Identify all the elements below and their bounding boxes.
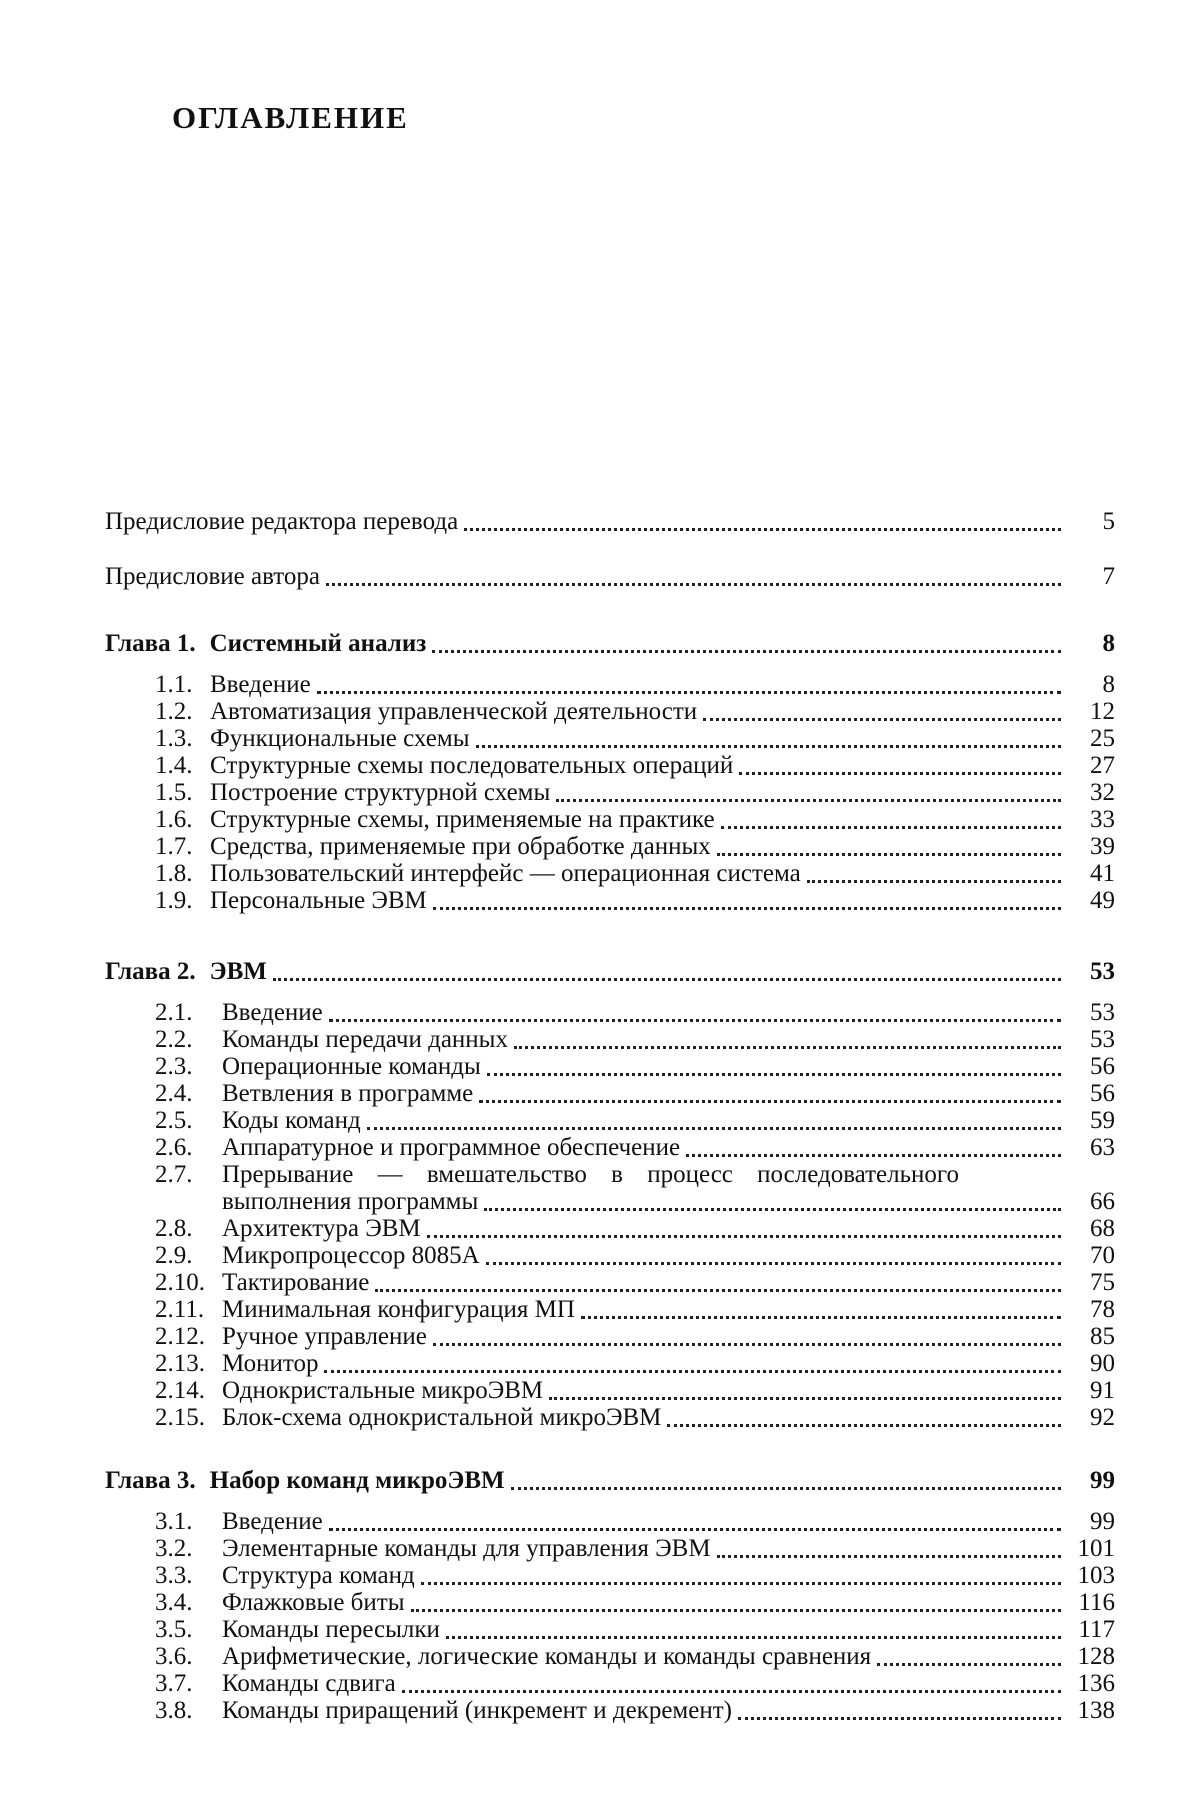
toc-section (222, 1404, 1115, 1432)
dot-leader (411, 1609, 1062, 1612)
section-page: 85 (1090, 1323, 1115, 1350)
section-number: 3.5. (155, 1616, 193, 1643)
dot-leader (317, 691, 1061, 694)
dot-leader (556, 799, 1061, 802)
section-title: Команды приращений (инкремент и декремент) (222, 1697, 732, 1724)
section-title: Ветвления в программе (222, 1080, 474, 1107)
dot-leader (464, 528, 1061, 531)
toc-section (222, 999, 1115, 1027)
toc-section (210, 860, 1115, 888)
dot-leader (721, 826, 1061, 829)
section-number: 1.1. (155, 671, 193, 698)
dot-leader (273, 978, 1061, 981)
dot-leader (686, 1154, 1061, 1157)
dot-leader (326, 583, 1061, 586)
toc-section (222, 1562, 1115, 1590)
page-title: ОГЛАВЛЕНИЕ (172, 100, 409, 135)
section-page: 39 (1090, 833, 1115, 860)
section-page: 99 (1090, 1508, 1115, 1535)
section-title: Структурные схемы, применяемые на практике (210, 806, 715, 833)
chapter-page: 99 (1090, 1467, 1115, 1494)
toc-section (222, 1589, 1115, 1617)
dot-leader (739, 772, 1061, 775)
section-title: Автоматизация управленческой деятельности (210, 698, 698, 725)
section-page: 56 (1090, 1080, 1115, 1107)
section-title: Архитектура ЭВМ (222, 1215, 421, 1242)
dot-leader (703, 718, 1061, 721)
section-title: Команды пересылки (222, 1616, 440, 1643)
toc-section (222, 1377, 1115, 1405)
toc-section (210, 833, 1115, 861)
toc-section (222, 1080, 1115, 1108)
section-page: 49 (1090, 887, 1115, 914)
section-page: 27 (1090, 752, 1115, 779)
dot-leader (433, 907, 1061, 910)
section-number: 1.5. (155, 779, 193, 806)
section-number: 1.9. (155, 887, 193, 914)
dot-leader (487, 1073, 1061, 1076)
dot-leader (486, 1262, 1061, 1265)
section-title: Введение (222, 1508, 323, 1535)
toc-section (222, 1670, 1115, 1698)
section-title: Арифметические, логические команды и команды сравнения (222, 1643, 872, 1670)
toc-chapter (105, 958, 1115, 986)
toc-entry-page: 7 (1102, 563, 1115, 590)
section-number: 2.6. (155, 1134, 193, 1161)
section-number: 3.7. (155, 1670, 193, 1697)
dot-leader (581, 1316, 1061, 1319)
section-number: 2.12. (155, 1323, 205, 1350)
chapter-title: Набор команд микроЭВМ (209, 1467, 505, 1494)
section-title: Введение (210, 671, 311, 698)
section-page: 32 (1090, 779, 1115, 806)
section-title: Ручное управление (222, 1323, 427, 1350)
section-title: Коды команд (222, 1107, 361, 1134)
toc-section (222, 1643, 1115, 1671)
dot-leader (484, 1208, 1061, 1211)
section-title-continued: выполнения программы (222, 1188, 479, 1215)
section-page: 25 (1090, 725, 1115, 752)
section-title: Монитор (222, 1350, 319, 1377)
section-page: 53 (1090, 999, 1115, 1026)
toc-entry-title: Предисловие автора (105, 563, 320, 590)
section-title: Средства, применяемые при обработке данных (210, 833, 711, 860)
section-number: 2.11. (155, 1296, 205, 1323)
toc-section (222, 1188, 1115, 1216)
section-page: 92 (1090, 1404, 1115, 1431)
section-number: 2.9. (155, 1242, 193, 1269)
dot-leader (514, 1046, 1061, 1049)
section-title: Команды сдвига (222, 1670, 396, 1697)
section-number: 3.3. (155, 1562, 193, 1589)
section-title: Команды передачи данных (222, 1026, 508, 1053)
toc-entry-front (105, 508, 1115, 536)
dot-leader (402, 1690, 1061, 1693)
dot-leader (329, 1019, 1061, 1022)
dot-leader (738, 1717, 1061, 1720)
section-number: 3.1. (155, 1508, 193, 1535)
section-page: 128 (1077, 1643, 1115, 1670)
section-page: 68 (1090, 1215, 1115, 1242)
chapter-title: ЭВМ (209, 958, 267, 985)
section-number: 2.15. (155, 1404, 205, 1431)
dot-leader (476, 745, 1062, 748)
chapter-label: Глава 1. (105, 630, 196, 657)
toc-section (222, 1697, 1115, 1725)
toc-section (210, 698, 1115, 726)
section-title: Структурные схемы последовательных операций (210, 752, 734, 779)
section-page: 8 (1102, 671, 1115, 698)
section-number: 3.2. (155, 1535, 193, 1562)
toc-section (210, 725, 1115, 753)
toc-chapter (105, 630, 1115, 658)
toc-section (210, 887, 1115, 915)
section-title: Введение (222, 999, 323, 1026)
toc-entry-title: Предисловие редактора перевода (105, 508, 459, 535)
section-page: 33 (1090, 806, 1115, 833)
dot-leader (446, 1636, 1061, 1639)
section-page: 117 (1078, 1616, 1115, 1643)
section-number: 2.5. (155, 1107, 193, 1134)
section-title: Пользовательский интерфейс — операционная система (210, 860, 801, 887)
section-page: 78 (1090, 1296, 1115, 1323)
section-number: 1.7. (155, 833, 193, 860)
toc-section (222, 1242, 1115, 1270)
dot-leader (421, 1582, 1061, 1585)
section-title: Флажковые биты (222, 1589, 405, 1616)
section-page: 116 (1078, 1589, 1115, 1616)
toc-section (222, 1107, 1115, 1135)
section-number: 1.3. (155, 725, 193, 752)
section-title: Блок-схема однокристальной микроЭВМ (222, 1404, 662, 1431)
section-title: Элементарные команды для управления ЭВМ (222, 1535, 711, 1562)
section-number: 2.8. (155, 1215, 193, 1242)
toc-section (210, 671, 1115, 699)
chapter-title: Системный анализ (209, 630, 427, 657)
toc-chapter (105, 1467, 1115, 1495)
section-number: 1.4. (155, 752, 193, 779)
dot-leader (329, 1528, 1061, 1531)
section-title: Персональные ЭВМ (210, 887, 427, 914)
section-number: 2.4. (155, 1080, 193, 1107)
dot-leader (375, 1289, 1061, 1292)
section-title: Структура команд (222, 1562, 415, 1589)
dot-leader (717, 853, 1061, 856)
section-title: Однокристальные микроЭВМ (222, 1377, 544, 1404)
section-number: 2.14. (155, 1377, 205, 1404)
toc-section (222, 1134, 1115, 1162)
toc-entry-page: 5 (1102, 508, 1115, 535)
dot-leader (427, 1235, 1061, 1238)
section-page: 103 (1077, 1562, 1115, 1589)
toc-entry-front (105, 563, 1115, 591)
section-number: 2.7. (155, 1161, 193, 1188)
section-number: 2.1. (155, 999, 193, 1026)
section-page: 70 (1090, 1242, 1115, 1269)
section-number: 3.4. (155, 1589, 193, 1616)
section-title: Функциональные схемы (210, 725, 470, 752)
section-title: Минимальная конфигурация МП (222, 1296, 575, 1323)
section-title: Микропроцессор 8085A (222, 1242, 480, 1269)
toc-section (222, 1508, 1115, 1536)
section-title: Аппаратурное и программное обеспечение (222, 1134, 681, 1161)
dot-leader (324, 1370, 1061, 1373)
dot-leader (479, 1100, 1061, 1103)
dot-leader (549, 1397, 1061, 1400)
dot-leader (367, 1127, 1061, 1130)
section-page: 63 (1090, 1134, 1115, 1161)
section-number: 3.6. (155, 1643, 193, 1670)
section-number: 1.2. (155, 698, 193, 725)
dot-leader (717, 1555, 1061, 1558)
section-page: 101 (1077, 1535, 1115, 1562)
dot-leader (511, 1487, 1061, 1490)
dot-leader (432, 650, 1061, 653)
section-number: 1.6. (155, 806, 193, 833)
chapter-label: Глава 2. (105, 958, 196, 985)
section-page: 75 (1090, 1269, 1115, 1296)
section-page: 53 (1090, 1026, 1115, 1053)
dot-leader (667, 1424, 1061, 1427)
section-page: 41 (1090, 860, 1115, 887)
dot-leader (807, 880, 1061, 883)
toc-section (222, 1053, 1115, 1081)
section-number: 2.2. (155, 1026, 193, 1053)
chapter-page: 53 (1090, 958, 1115, 985)
dot-leader (433, 1343, 1061, 1346)
section-number: 2.3. (155, 1053, 193, 1080)
section-number: 3.8. (155, 1697, 193, 1724)
section-number: 2.13. (155, 1350, 205, 1377)
section-page: 136 (1077, 1670, 1115, 1697)
section-page: 12 (1090, 698, 1115, 725)
toc-section (222, 1215, 1115, 1243)
toc-section (210, 779, 1115, 807)
section-page: 56 (1090, 1053, 1115, 1080)
dot-leader (877, 1663, 1061, 1666)
section-title: Тактирование (222, 1269, 370, 1296)
toc-section (222, 1269, 1115, 1297)
chapter-label: Глава 3. (105, 1467, 196, 1494)
section-page: 59 (1090, 1107, 1115, 1134)
toc-section (222, 1026, 1115, 1054)
toc-section (222, 1616, 1115, 1644)
toc-section (222, 1535, 1115, 1563)
section-title: Операционные команды (222, 1053, 481, 1080)
section-number: 2.10. (155, 1269, 205, 1296)
section-title: Прерывание — вмешательство в процесс последовательного (222, 1161, 960, 1188)
section-page: 91 (1090, 1377, 1115, 1404)
toc-section (210, 752, 1115, 780)
section-page: 90 (1090, 1350, 1115, 1377)
chapter-page: 8 (1102, 630, 1115, 657)
toc-section (222, 1323, 1115, 1351)
section-number: 1.8. (155, 860, 193, 887)
toc-section (222, 1350, 1115, 1378)
section-title: Построение структурной схемы (210, 779, 551, 806)
toc-section (222, 1296, 1115, 1324)
section-page: 66 (1090, 1188, 1115, 1215)
toc-section (210, 806, 1115, 834)
section-page: 138 (1077, 1697, 1115, 1724)
